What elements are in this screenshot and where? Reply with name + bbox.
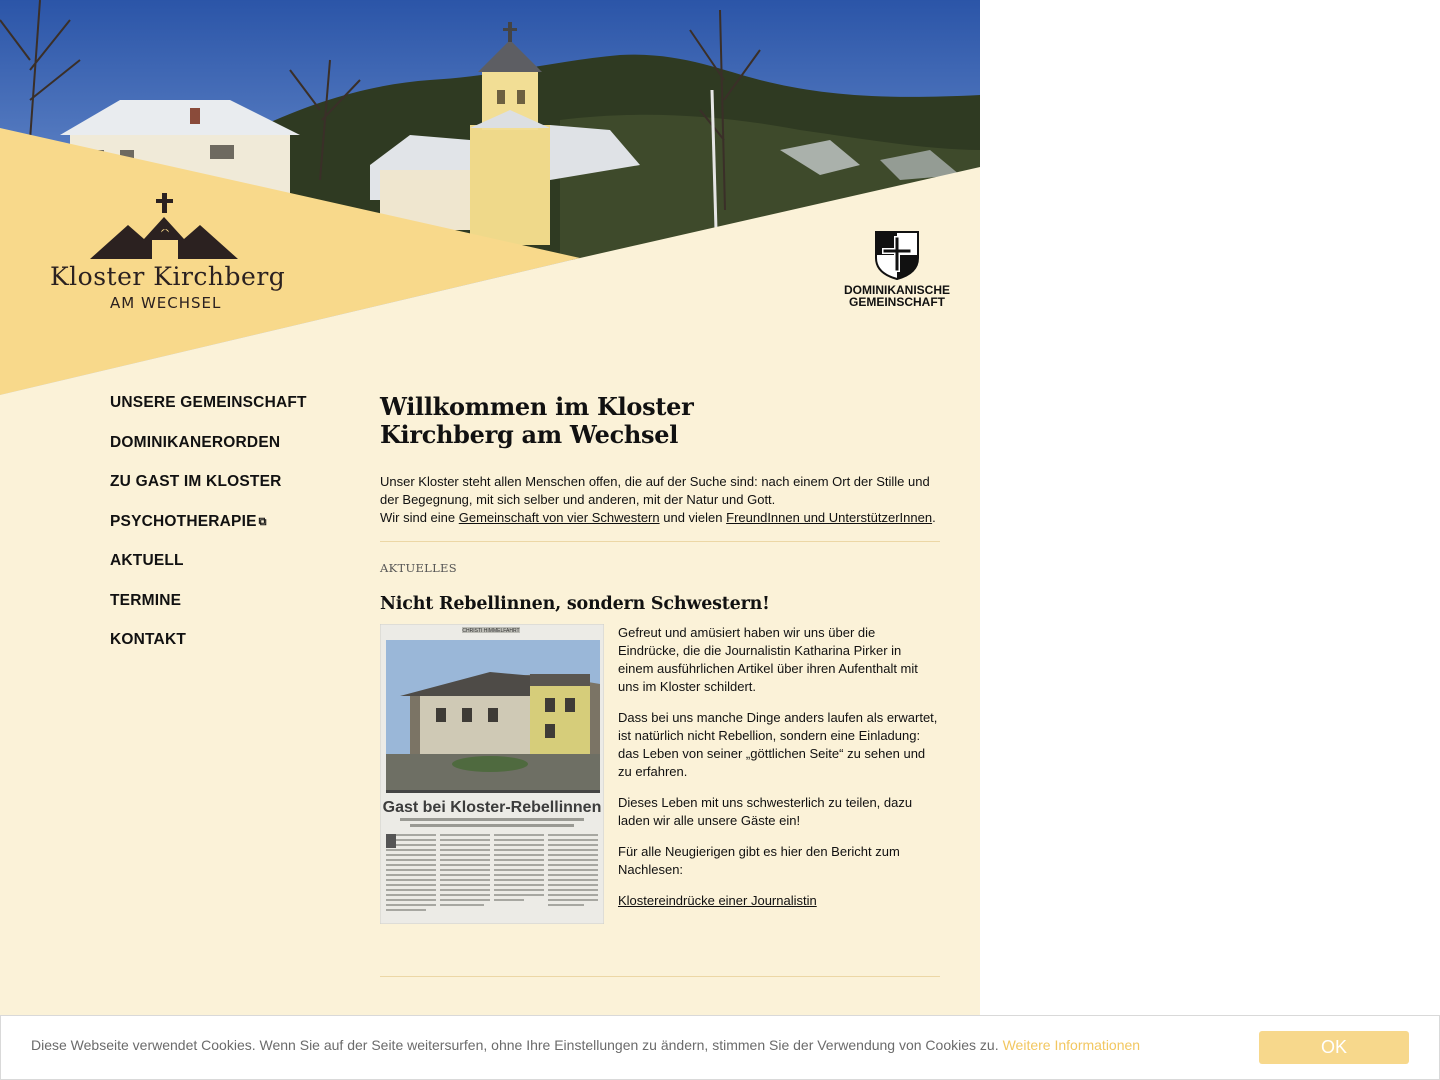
intro-p2-post: . [932, 510, 936, 525]
dominican-logo-text [838, 284, 956, 308]
page-title [380, 393, 940, 449]
section-label: AKTUELLES [380, 561, 457, 575]
intro-p2-pre: Wir sind eine [380, 510, 459, 525]
divider [380, 541, 940, 542]
news-paragraph-1: Gefreut und amüsiert haben wir uns über die Eindrücke, die die Journalistin Katharina Pirker in einem ausführlichen Artikel über ihren Aufenthalt mit uns im Kloster schildert. [618, 625, 918, 694]
community-link[interactable]: Gemeinschaft von vier Schwestern [458, 510, 660, 525]
clipping-headline: Gast bei Kloster-Rebellinnen [382, 799, 602, 816]
journalist-report-link[interactable]: Klostereindrücke einer Journalistin [618, 893, 817, 908]
page-title-line2: Kirchberg am Wechsel [380, 420, 679, 449]
nav-item-unsere-gemeinschaft[interactable]: UNSERE GEMEINSCHAFT [110, 394, 307, 411]
nav-item-zu-gast-im-kloster[interactable]: ZU GAST IM KLOSTER [110, 473, 282, 490]
news-title[interactable]: Nicht Rebellinnen, sondern Schwestern! [380, 594, 770, 614]
intro-paragraph-1: Unser Kloster steht allen Menschen offen, die auf der Suche sind: nach einem Ort der Stille und der Begegnung, mit sich selber und anderen, mit der Natur und Gott. [380, 474, 930, 507]
clipping-masthead: CHRISTI HIMMELFAHRT [462, 628, 520, 634]
page-title-line1: Willkommen im Kloster [380, 392, 694, 421]
nav-item-kontakt[interactable]: KONTAKT [110, 631, 187, 648]
nav-item-psychotherapie[interactable] [110, 513, 307, 553]
external-link-icon: ⧉ [258, 515, 267, 528]
intro-p2-mid: und vielen [659, 510, 727, 525]
news-article [380, 624, 940, 924]
nav-item-dominikanerorden[interactable]: DOMINIKANERORDEN [110, 433, 281, 451]
nav-item-aktuell[interactable]: AKTUELL [110, 552, 184, 569]
cookie-message: Diese Webseite verwendet Cookies. Wenn Sie auf der Seite weitersurfen, ohne Ihre Einstellungen zu ändern, stimmen Sie der Verwendung von Cookies zu. [31, 1037, 999, 1053]
main-navigation [110, 394, 307, 671]
dominican-logo-line2: GEMEINSCHAFT [849, 295, 945, 309]
cookie-ok-button[interactable]: OK [1259, 1031, 1409, 1064]
news-paragraph-3: Dieses Leben mit uns schwesterlich zu teilen, dazu laden wir alle unsere Gäste ein! [618, 795, 913, 828]
dominican-logo-line1: DOMINIKANISCHE [843, 283, 950, 297]
cookie-banner [0, 1015, 1440, 1080]
bottom-divider [380, 976, 940, 977]
friends-link[interactable]: FreundInnen und UnterstützerInnen [726, 510, 933, 525]
news-body [618, 624, 940, 923]
shield-icon [874, 230, 920, 280]
newspaper-clipping-image[interactable] [380, 624, 604, 924]
news-paragraph-4: Für alle Neugierigen gibt es hier den Bericht zum Nachlesen: [618, 844, 900, 877]
nav-item-termine[interactable]: TERMINE [110, 591, 182, 609]
news-paragraph-2: Dass bei uns manche Dinge anders laufen als erwartet, ist natürlich nicht Rebellion, sondern eine Einladung: das Leben von seiner „göttlichen Seite“ zu sehen und zu erfahren. [618, 710, 938, 779]
intro-text [380, 473, 940, 527]
main-content [380, 393, 940, 924]
logo-name: Kloster Kirchberg [50, 262, 286, 291]
cookie-more-info-link[interactable]: Weitere Informationen [1002, 1037, 1141, 1053]
nav-item-psychotherapie-label: PSYCHOTHERAPIE [110, 512, 257, 530]
dominican-logo[interactable] [838, 230, 956, 308]
cookie-text [31, 1037, 1140, 1053]
logo-subtitle: AM WECHSEL [110, 294, 222, 312]
